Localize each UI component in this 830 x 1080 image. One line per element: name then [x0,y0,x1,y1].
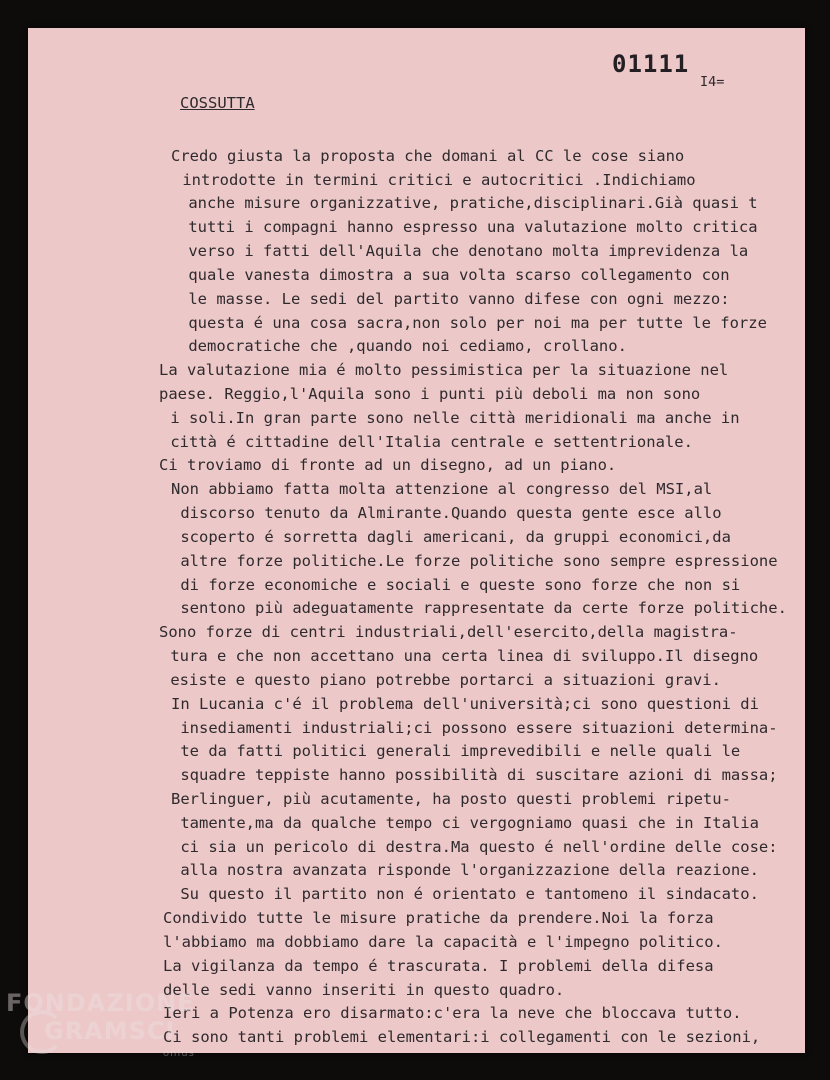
text-line: altre forze politiche.Le forze politiche sono sempre espressione [171,552,778,570]
text-line: scoperto é sorretta dagli americani, da gruppi economici,da [171,528,731,546]
page-mark: I4= [700,74,725,90]
text-line: ci sia un pericolo di destra.Ma questo é nell'ordine delle cose: [171,838,778,856]
text-line: di forze economiche e sociali e queste sono forze che non si [171,576,741,594]
text-line: i soli.In gran parte sono nelle città meridionali ma anche in [161,409,740,427]
text-line: squadre teppiste hanno possibilità di suscitare azioni di massa; [171,766,778,784]
text-line: paese. Reggio,l'Aquila sono i punti più deboli ma non sono [159,385,701,403]
text-line: Sono forze di centri industriali,dell'esercito,della magistra- [159,623,738,641]
text-line: insediamenti industriali;ci possono essere situazioni determina- [171,719,778,737]
text-line: sentono più adeguatamente rappresentate da certe forze politiche. [171,599,787,617]
text-line: esiste e questo piano potrebbe portarci a situazioni gravi. [161,671,721,689]
text-line: anche misure organizzative, pratiche,disciplinari.Già quasi t [179,194,758,212]
text-line: città é cittadine dell'Italia centrale e settentrionale. [161,433,693,451]
text-line: Ci sono tanti problemi elementari:i collegamenti con le sezioni, [163,1028,761,1046]
text-line: tamente,ma da qualche tempo ci vergogniamo quasi che in Italia [171,814,759,832]
text-line: Berlinguer, più acutamente, ha posto questi problemi ripetu- [171,790,731,808]
text-line: democratiche che ,quando noi cediamo, crollano. [179,337,627,355]
text-line: Su questo il partito non é orientato e tantomeno il sindacato. [171,885,759,903]
text-line: delle sedi vanno inseriti in questo quadro. [163,981,565,999]
text-line: Ieri a Potenza ero disarmato:c'era la neve che bloccava tutto. [163,1004,742,1022]
typewritten-page [28,28,805,1053]
text-line: Non abbiamo fatta molta attenzione al congresso del MSI,al [171,480,713,498]
document-title: COSSUTTA [180,94,255,112]
text-line: discorso tenuto da Almirante.Quando questa gente esce allo [171,504,722,522]
text-line: La vigilanza da tempo é trascurata. I problemi della difesa [163,957,714,975]
text-line: te da fatti politici generali imprevedibili e nelle quali le [171,742,741,760]
watermark-onlus: onlus [163,1048,195,1059]
document-number: 01111 [612,50,690,78]
watermark-gramsci: GRAMSCI [44,1017,176,1045]
text-line: La valutazione mia é molto pessimistica per la situazione nel [159,361,729,379]
text-line: Ci troviamo di fronte ad un disegno, ad un piano. [159,456,617,474]
watermark-foundation: FONDAZIONE [6,989,195,1017]
text-line: introdotte in termini critici e autocritici .Indichiamo [173,171,696,189]
text-line: l'abbiamo ma dobbiamo dare la capacità e l'impegno politico. [163,933,723,951]
text-line: In Lucania c'é il problema dell'università;ci sono questioni di [171,695,759,713]
text-line: alla nostra avanzata risponde l'organizzazione della reazione. [171,861,759,879]
text-line: quale vanesta dimostra a sua volta scarso collegamento con [179,266,730,284]
text-line: questa é una cosa sacra,non solo per noi ma per tutte le forze [179,314,767,332]
text-line: Condivido tutte le misure pratiche da prendere.Noi la forza [163,909,714,927]
text-line: Credo giusta la proposta che domani al CC le cose siano [171,147,685,165]
text-line: verso i fatti dell'Aquila che denotano molta imprevidenza la [179,242,749,260]
text-line: tutti i compagni hanno espresso una valutazione molto critica [179,218,758,236]
text-line: le masse. Le sedi del partito vanno difese con ogni mezzo: [179,290,730,308]
text-line: tura e che non accettano una certa linea di sviluppo.Il disegno [161,647,759,665]
